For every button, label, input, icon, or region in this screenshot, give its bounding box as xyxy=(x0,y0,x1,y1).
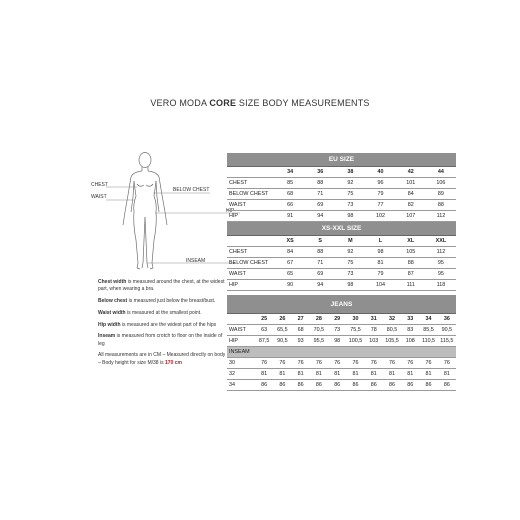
table-row: BELOW CHEST 67 71 75 81 88 95 xyxy=(227,258,456,269)
note-below-chest: Below chest is measured just below the breast/bust. xyxy=(98,298,216,304)
body-figure xyxy=(75,150,240,275)
xs-xxl-size-header: XS-XXL SIZE xyxy=(227,222,456,236)
note-hip: Hip width is measured are the widest part of the hips xyxy=(98,321,217,328)
eu-size-header: EU SIZE xyxy=(227,153,456,167)
eu-size-table xyxy=(227,153,456,222)
table-row: WAIST 65 69 73 79 87 95 xyxy=(227,269,456,280)
table-row: CHEST 85 88 92 96 101 106 xyxy=(227,178,456,189)
table-row: 34 86 86 86 86 86 86 86 86 86 86 86 xyxy=(227,380,456,391)
label-inseam: INSEAM xyxy=(186,258,206,264)
table-row: 32 81 81 81 81 81 81 81 81 81 81 81 xyxy=(227,369,456,380)
label-hip: HIP xyxy=(226,208,235,214)
table-row: BELOW CHEST 68 71 75 79 84 89 xyxy=(227,189,456,200)
eu-size-columns: 34 36 38 40 42 44 xyxy=(227,167,456,178)
note-waist: Waist width is measured at the smallest point. xyxy=(98,309,202,316)
note-chest: Chest width is measured around the chest, at the widest part, when wearing a bra. xyxy=(98,279,225,293)
table-row: HIP 87,5 90,5 93 95,5 98 100,5 103 105,5 108 110,5 115,5 xyxy=(227,336,456,347)
jeans-size-columns: 25 26 27 28 29 30 31 32 33 34 36 xyxy=(227,314,456,325)
xs-xxl-size-columns: XS S M L XL XXL xyxy=(227,236,456,247)
xs-xxl-size-table xyxy=(227,222,456,291)
female-body-silhouette xyxy=(75,150,240,275)
table-row: WAIST 66 69 73 77 82 88 xyxy=(227,200,456,211)
page-title: VERO MODA CORE SIZE BODY MEASUREMENTS xyxy=(150,98,370,108)
measurement-notes xyxy=(98,279,228,371)
table-row: WAIST 63 65,5 68 70,5 73 75,5 78 80,5 83 85,5 90,5 xyxy=(227,325,456,336)
inseam-row-header: INSEAM xyxy=(227,347,456,358)
table-row: CHEST 84 88 92 98 105 112 xyxy=(227,247,456,258)
jeans-size-header: JEANS xyxy=(227,295,456,314)
label-below-chest: BELOW CHEST xyxy=(173,187,210,193)
table-row: HIP 91 94 98 102 107 112 xyxy=(227,211,456,222)
note-measurements: All measurements are in CM – Measured directly on body – Body height for size M/38 is 170 cm xyxy=(98,352,226,366)
label-chest: CHEST xyxy=(91,182,108,188)
table-row: 30 76 76 76 76 76 76 76 76 76 76 76 xyxy=(227,358,456,369)
label-waist: WAIST xyxy=(91,194,107,200)
table-row: HIP 90 94 98 104 111 118 xyxy=(227,280,456,291)
jeans-size-table xyxy=(227,295,456,391)
note-inseam: Inseam is measured from crotch to floor on the inside of leg xyxy=(98,333,223,347)
